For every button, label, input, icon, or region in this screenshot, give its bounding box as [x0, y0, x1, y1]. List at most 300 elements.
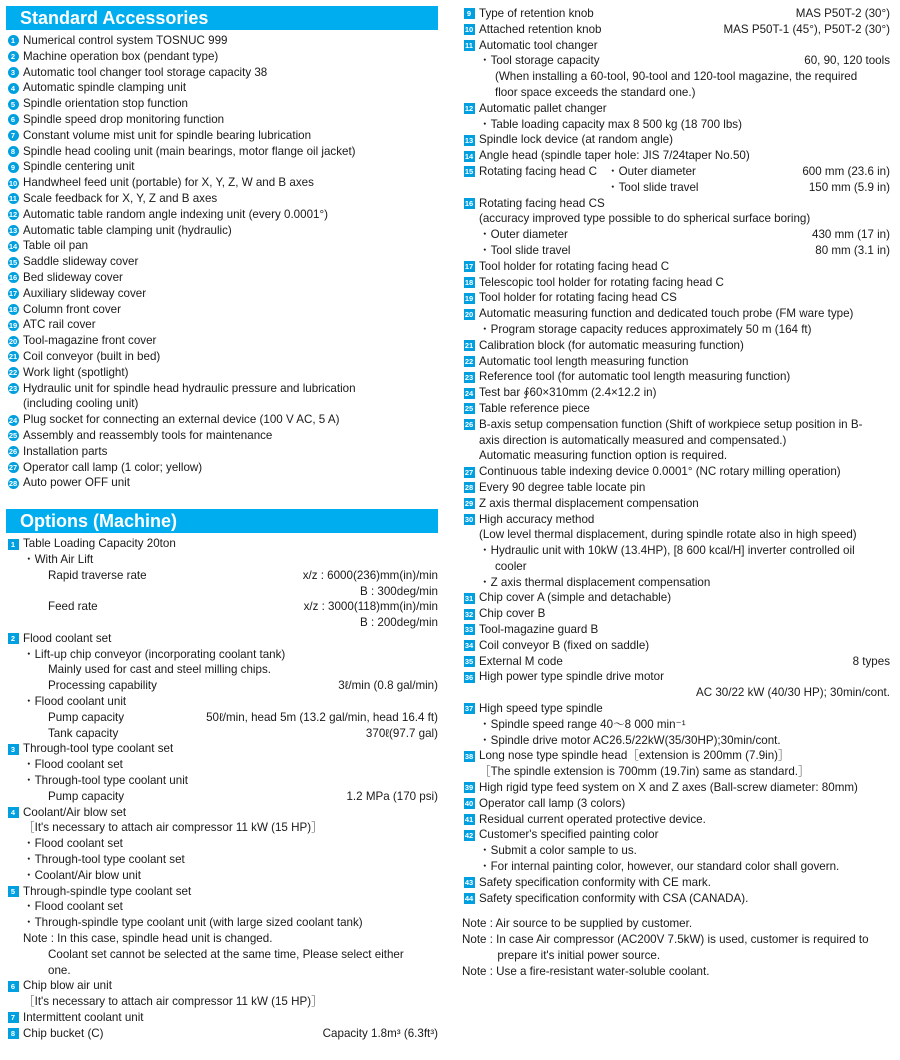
item-spec-value: 600 mm (23.6 in)	[802, 164, 890, 178]
item-number: 21	[8, 352, 18, 362]
item-number-badge	[462, 797, 476, 811]
item-number: 23	[8, 383, 18, 393]
item-text: High rigid type feed system on X and Z axes (Ball-screw diameter: 80mm)	[479, 781, 858, 795]
list-item	[462, 148, 890, 164]
item-number-badge	[6, 350, 20, 364]
item-text: Safety specification conformity with CSA (CANADA).	[479, 891, 749, 905]
list-item	[6, 1010, 438, 1026]
item-number: 43	[464, 878, 474, 888]
item-text: High power type spindle drive motor	[479, 670, 664, 684]
item-number-badge	[6, 806, 20, 820]
item-text: Operator call lamp (1 color; yellow)	[23, 460, 203, 474]
item-number-badge	[462, 481, 476, 495]
item-number: 15	[8, 257, 18, 267]
item-number-badge	[6, 742, 20, 756]
item-number: 8	[8, 146, 19, 157]
item-number: 8	[8, 1028, 19, 1039]
item-text: Constant volume mist unit for spindle bearing lubrication	[23, 128, 312, 142]
item-number: 14	[464, 151, 474, 161]
item-number: 11	[9, 194, 17, 204]
item-text: Pump capacity	[48, 789, 125, 803]
list-item	[6, 475, 438, 491]
item-text: ・Through-tool type coolant set	[23, 853, 185, 867]
list-item	[462, 275, 890, 291]
item-number: 44	[464, 894, 474, 904]
item-number: 28	[464, 483, 474, 493]
item-number-badge	[6, 318, 20, 332]
list-item	[6, 317, 438, 333]
item-number: 22	[8, 368, 18, 378]
item-number-badge	[462, 892, 476, 906]
item-number-badge	[462, 781, 476, 795]
item-text: Tank capacity	[48, 726, 119, 740]
list-item-continuation	[462, 685, 890, 701]
item-number-badge	[462, 876, 476, 890]
item-number: 25	[464, 404, 474, 414]
list-item	[462, 512, 890, 528]
list-item	[462, 354, 890, 370]
item-text: Auxiliary slideway cover	[23, 286, 147, 300]
item-text: axis direction is automatically measured and compensated.)	[479, 433, 787, 447]
item-number: 4	[8, 83, 19, 94]
list-item	[462, 385, 890, 401]
item-number-badge	[6, 81, 20, 95]
item-number: 22	[464, 356, 474, 366]
item-number-badge	[6, 255, 20, 269]
item-text: ・For internal painting color, however, our standard color shall govern.	[479, 860, 840, 874]
item-number-badge	[6, 50, 20, 64]
item-text: Continuous table indexing device 0.0001° (NC rotary milling operation)	[479, 465, 841, 479]
item-number-badge	[6, 239, 20, 253]
list-item-continuation	[6, 915, 438, 931]
item-text: Feed rate	[48, 600, 98, 614]
item-text: (Low level thermal displacement, during spindle rotate also in high speed)	[479, 528, 857, 542]
item-number: 19	[8, 320, 18, 330]
list-item-continuation	[6, 757, 438, 773]
list-item	[462, 480, 890, 496]
item-number: 6	[8, 981, 19, 992]
list-item-continuation	[462, 717, 890, 733]
item-text: ・Flood coolant unit	[23, 695, 127, 709]
item-text: ATC rail cover	[23, 318, 96, 332]
item-text: Auto power OFF unit	[23, 476, 130, 490]
note-text: Note : In case Air compressor (AC200V 7.5kW) is used, customer is required to	[462, 933, 869, 947]
list-item-continuation	[6, 710, 438, 726]
list-item	[6, 884, 438, 900]
item-number-badge	[6, 287, 20, 301]
item-number: 14	[8, 241, 18, 251]
list-item	[6, 207, 438, 223]
item-text: ・Spindle speed range 40～8 000 min⁻¹	[479, 717, 686, 731]
item-number-badge	[462, 275, 476, 289]
item-number: 15	[464, 167, 474, 177]
item-text: Through-spindle type coolant set	[23, 884, 192, 898]
item-number-badge	[462, 102, 476, 116]
item-text: ・Through-tool type coolant unit	[23, 774, 188, 788]
list-item-continuation	[462, 85, 890, 101]
item-number: 4	[8, 807, 19, 818]
item-text: Saddle slideway cover	[23, 255, 139, 269]
standard-accessories-list	[6, 33, 438, 491]
standard-accessories-header: Standard Accessories	[6, 6, 438, 30]
item-number-badge	[462, 639, 476, 653]
item-number: 11	[465, 40, 473, 50]
item-number-badge	[462, 702, 476, 716]
item-text: Flood coolant set	[23, 631, 112, 645]
item-text: ・Through-spindle type coolant unit (with large sized coolant tank)	[23, 916, 363, 930]
item-text: Reference tool (for automatic tool length measuring function)	[479, 370, 791, 384]
item-number-badge	[462, 291, 476, 305]
item-text: Bed slideway cover	[23, 270, 123, 284]
list-item	[462, 496, 890, 512]
list-item-continuation	[462, 543, 890, 559]
item-text: Assembly and reassembly tools for maintenance	[23, 428, 273, 442]
item-text: Safety specification conformity with CE mark.	[479, 875, 711, 889]
item-text: Telescopic tool holder for rotating facing head C	[479, 275, 724, 289]
item-text: Hydraulic unit for spindle head hydraulic pressure and lubrication	[23, 381, 356, 395]
item-number: 38	[464, 751, 474, 761]
list-item	[462, 6, 890, 22]
item-number: 19	[464, 293, 474, 303]
item-text: Numerical control system TOSNUC 999	[23, 34, 228, 47]
list-item	[6, 365, 438, 381]
options-list-right	[462, 6, 890, 906]
note-line	[462, 964, 890, 980]
item-number-badge	[462, 165, 476, 179]
item-spec-label: ・Tool slide travel	[607, 180, 699, 194]
item-text: Rotating facing head C	[479, 164, 597, 178]
item-number: 12	[8, 210, 18, 220]
list-item	[6, 128, 438, 144]
item-number: 7	[8, 130, 19, 141]
item-number: 23	[464, 372, 474, 382]
item-number: 2	[8, 633, 19, 644]
item-number: 26	[8, 447, 18, 457]
item-spec-value: 370ℓ(97.7 gal)	[365, 726, 438, 740]
list-item	[462, 748, 890, 764]
item-number: 25	[8, 431, 18, 441]
item-text: Automatic measuring function and dedicated touch probe (FM ware type)	[479, 307, 854, 321]
item-number: 41	[464, 815, 474, 825]
item-number-badge	[462, 512, 476, 526]
list-item-continuation	[6, 647, 438, 663]
item-spec-value: 1.2 MPa (170 psi)	[346, 789, 438, 803]
item-number-badge	[462, 23, 476, 37]
list-item	[462, 638, 890, 654]
item-number-badge	[6, 366, 20, 380]
item-number-badge	[462, 370, 476, 384]
list-item	[6, 1026, 438, 1042]
note-text: prepare it's initial power source.	[462, 949, 661, 963]
item-number-badge	[462, 418, 476, 432]
item-number-badge	[462, 133, 476, 147]
list-item-continuation	[6, 963, 438, 979]
item-text: Type of retention knob	[479, 7, 594, 20]
note-text: Note : Air source to be supplied by customer.	[462, 917, 693, 931]
item-number-badge	[462, 38, 476, 52]
list-item-continuation	[6, 662, 438, 678]
item-number: 37	[464, 704, 474, 714]
right-column	[462, 6, 890, 980]
list-item	[462, 101, 890, 117]
list-item	[462, 259, 890, 275]
list-item	[6, 49, 438, 65]
item-number: 3	[8, 744, 19, 755]
item-text: Chip blow air unit	[23, 979, 112, 993]
item-number: 32	[464, 609, 474, 619]
list-item	[6, 80, 438, 96]
item-number-badge	[462, 339, 476, 353]
list-item	[462, 875, 890, 891]
item-text: ・Z axis thermal displacement compensation	[479, 575, 711, 589]
item-text: Z axis thermal displacement compensation	[479, 496, 699, 510]
item-number: 24	[8, 415, 18, 425]
item-number-badge	[462, 307, 476, 321]
item-text: Automatic tool length measuring function	[479, 354, 689, 368]
list-item-continuation	[6, 694, 438, 710]
item-number-badge	[462, 607, 476, 621]
item-text: ・Flood coolant set	[23, 900, 123, 914]
item-spec-value: B : 200deg/min	[360, 616, 438, 630]
item-text: ・Outer diameter	[479, 228, 568, 242]
item-spec-value: 50ℓ/min, head 5m (13.2 gal/min, head 16.4 ft)	[206, 710, 438, 724]
item-number-badge	[462, 655, 476, 669]
note-text: Note : Use a fire-resistant water-soluble coolant.	[462, 964, 710, 978]
item-text: Scale feedback for X, Y, Z and B axes	[23, 191, 218, 205]
list-item-continuation	[462, 117, 890, 133]
item-number-badge	[462, 623, 476, 637]
item-number-badge	[462, 465, 476, 479]
item-number: 13	[464, 135, 474, 145]
list-item-continuation	[6, 396, 438, 412]
item-number: 39	[464, 783, 474, 793]
item-text: Calibration block (for automatic measuring function)	[479, 338, 744, 352]
item-text: (When installing a 60-tool, 90-tool and 120-tool magazine, the required	[495, 70, 858, 84]
list-item-continuation	[462, 859, 890, 875]
item-spec-value: x/z : 3000(118)mm(in)/min	[303, 600, 438, 614]
item-text: ・Coolant/Air blow unit	[23, 868, 141, 882]
item-text: cooler	[495, 559, 527, 573]
item-text: Coil conveyor B (fixed on saddle)	[479, 638, 650, 652]
list-item-continuation	[6, 678, 438, 694]
item-text: ・With Air Lift	[23, 552, 94, 566]
list-item-continuation	[6, 599, 438, 615]
item-number-badge	[6, 445, 20, 459]
list-item-continuation	[6, 789, 438, 805]
item-text: ［It's necessary to attach air compressor 11 kW (15 HP)］	[23, 995, 323, 1009]
item-spec-value: 60, 90, 120 tools	[804, 54, 890, 68]
item-text: Every 90 degree table locate pin	[479, 480, 646, 494]
item-number: 31	[464, 593, 474, 603]
list-item	[6, 805, 438, 821]
item-text: Automatic tool changer	[479, 38, 598, 52]
item-text: Chip cover A (simple and detachable)	[479, 591, 672, 605]
item-number-badge	[6, 381, 20, 395]
item-number-badge	[6, 429, 20, 443]
item-number-badge	[6, 97, 20, 111]
item-spec-value: MAS P50T-1 (45°), P50T-2 (30°)	[723, 22, 890, 36]
item-number: 30	[464, 514, 474, 524]
list-item	[6, 333, 438, 349]
list-item-continuation	[462, 433, 890, 449]
item-text: ・Table loading capacity max 8 500 kg (18 700 lbs)	[479, 117, 742, 131]
item-text: High accuracy method	[479, 512, 595, 526]
list-item	[462, 796, 890, 812]
item-number: 1	[8, 539, 19, 550]
item-text: Work light (spotlight)	[23, 365, 129, 379]
item-text: ・Program storage capacity reduces approximately 50 m (164 ft)	[479, 322, 812, 336]
list-item	[6, 412, 438, 428]
list-item-continuation	[462, 559, 890, 575]
item-text: Column front cover	[23, 302, 121, 316]
list-item	[462, 132, 890, 148]
item-number: 27	[8, 462, 18, 472]
item-number-badge	[462, 670, 476, 684]
item-text: Chip bucket (C)	[23, 1026, 104, 1040]
item-number: 18	[464, 277, 474, 287]
item-number-badge	[6, 460, 20, 474]
item-text: Customer's specified painting color	[479, 828, 659, 842]
item-text: Spindle orientation stop function	[23, 97, 189, 111]
item-text: Intermittent coolant unit	[23, 1011, 144, 1025]
item-text: Automatic measuring function option is required.	[479, 449, 728, 463]
list-item-continuation	[6, 726, 438, 742]
item-number: 34	[464, 641, 474, 651]
list-item	[462, 669, 890, 685]
item-spec-label: ・Outer diameter	[607, 164, 696, 178]
item-text: Chip cover B	[479, 607, 546, 621]
item-text: Automatic table random angle indexing unit (every 0.0001°)	[23, 207, 328, 221]
list-item-continuation	[6, 852, 438, 868]
item-text: ・Submit a color sample to us.	[479, 844, 637, 858]
list-item-continuation	[462, 53, 890, 69]
item-text: Coil conveyor (built in bed)	[23, 349, 161, 363]
item-text: Coolant set cannot be selected at the same time, Please select either	[48, 947, 404, 961]
list-item	[462, 827, 890, 843]
item-number-badge	[462, 828, 476, 842]
item-number-badge	[6, 113, 20, 127]
item-text: Automatic pallet changer	[479, 101, 607, 115]
list-item	[462, 891, 890, 907]
item-number-badge	[6, 176, 20, 190]
item-spec-value: Capacity 1.8m³ (6.3ft³)	[322, 1026, 438, 1040]
item-number-badge	[462, 402, 476, 416]
item-text: Attached retention knob	[479, 22, 602, 36]
item-text: Installation parts	[23, 444, 108, 458]
item-spec-value: 3ℓ/min (0.8 gal/min)	[338, 679, 438, 693]
note-line	[462, 948, 890, 964]
item-number-badge	[6, 223, 20, 237]
item-text: External M code	[479, 654, 563, 668]
list-item	[462, 164, 890, 180]
list-item	[462, 654, 890, 670]
item-number-badge	[6, 979, 20, 993]
item-number: 18	[8, 304, 18, 314]
list-item	[6, 238, 438, 254]
list-item	[6, 112, 438, 128]
item-number-badge	[6, 271, 20, 285]
list-item-continuation	[462, 243, 890, 259]
item-spec-value: AC 30/22 kW (40/30 HP); 30min/cont.	[696, 686, 890, 700]
list-item	[6, 144, 438, 160]
note-line	[462, 932, 890, 948]
list-item	[6, 223, 438, 239]
list-item	[6, 631, 438, 647]
list-item	[462, 417, 890, 433]
item-number-badge	[6, 65, 20, 79]
item-number: 33	[464, 625, 474, 635]
item-number-badge	[6, 334, 20, 348]
item-text: ・Tool slide travel	[479, 243, 571, 257]
list-item-continuation	[6, 931, 438, 947]
item-number: 27	[464, 467, 474, 477]
item-number-badge	[6, 34, 20, 48]
item-number: 7	[8, 1012, 19, 1023]
item-number: 17	[464, 262, 474, 272]
list-item	[6, 978, 438, 994]
item-number-badge	[462, 749, 476, 763]
item-number-badge	[6, 129, 20, 143]
item-spec-value: 150 mm (5.9 in)	[808, 180, 890, 194]
item-number: 17	[8, 289, 18, 299]
item-number: 16	[464, 198, 474, 208]
list-item-continuation	[462, 843, 890, 859]
list-item	[6, 444, 438, 460]
item-number-badge	[462, 813, 476, 827]
item-text: Automatic tool changer tool storage capacity 38	[23, 65, 268, 79]
item-text: (including cooling unit)	[23, 397, 139, 411]
list-item-continuation	[462, 448, 890, 464]
item-number: 3	[8, 67, 19, 78]
list-item-continuation	[462, 764, 890, 780]
list-item	[462, 701, 890, 717]
item-text: Tool-magazine front cover	[23, 334, 157, 348]
item-number-badge	[462, 149, 476, 163]
item-number: 42	[464, 830, 474, 840]
list-item	[6, 65, 438, 81]
item-number-badge	[6, 1027, 20, 1041]
item-text: floor space exceeds the standard one.)	[495, 85, 696, 99]
item-number: 1	[8, 35, 19, 46]
item-text: ・Tool storage capacity	[479, 54, 600, 68]
list-item	[6, 286, 438, 302]
item-text: Tool-magazine guard B	[479, 623, 599, 637]
item-spec-value: x/z : 6000(236)mm(in)/min	[302, 568, 438, 582]
item-number: 20	[8, 336, 18, 346]
list-item-continuation	[462, 69, 890, 85]
item-text: Plug socket for connecting an external device (100 V AC, 5 A)	[23, 413, 340, 427]
list-item-continuation	[462, 575, 890, 591]
note-line	[462, 916, 890, 932]
list-item	[462, 290, 890, 306]
item-number: 6	[8, 114, 19, 125]
item-number: 2	[8, 51, 19, 62]
item-text: Long nose type spindle head［extension is 200mm (7.9in)］	[479, 749, 790, 763]
item-number: 16	[8, 273, 18, 283]
item-text: Processing capability	[48, 679, 157, 693]
item-text: Automatic table clamping unit (hydraulic)	[23, 223, 232, 237]
item-text: Tool holder for rotating facing head CS	[479, 291, 677, 305]
item-text: Coolant/Air blow set	[23, 805, 127, 819]
item-text: Pump capacity	[48, 710, 125, 724]
item-text: one.	[48, 963, 71, 977]
item-number-badge	[6, 208, 20, 222]
list-item-continuation	[462, 227, 890, 243]
item-number: 35	[464, 657, 474, 667]
list-item-continuation	[6, 836, 438, 852]
list-item	[462, 306, 890, 322]
item-text: Spindle centering unit	[23, 160, 135, 174]
